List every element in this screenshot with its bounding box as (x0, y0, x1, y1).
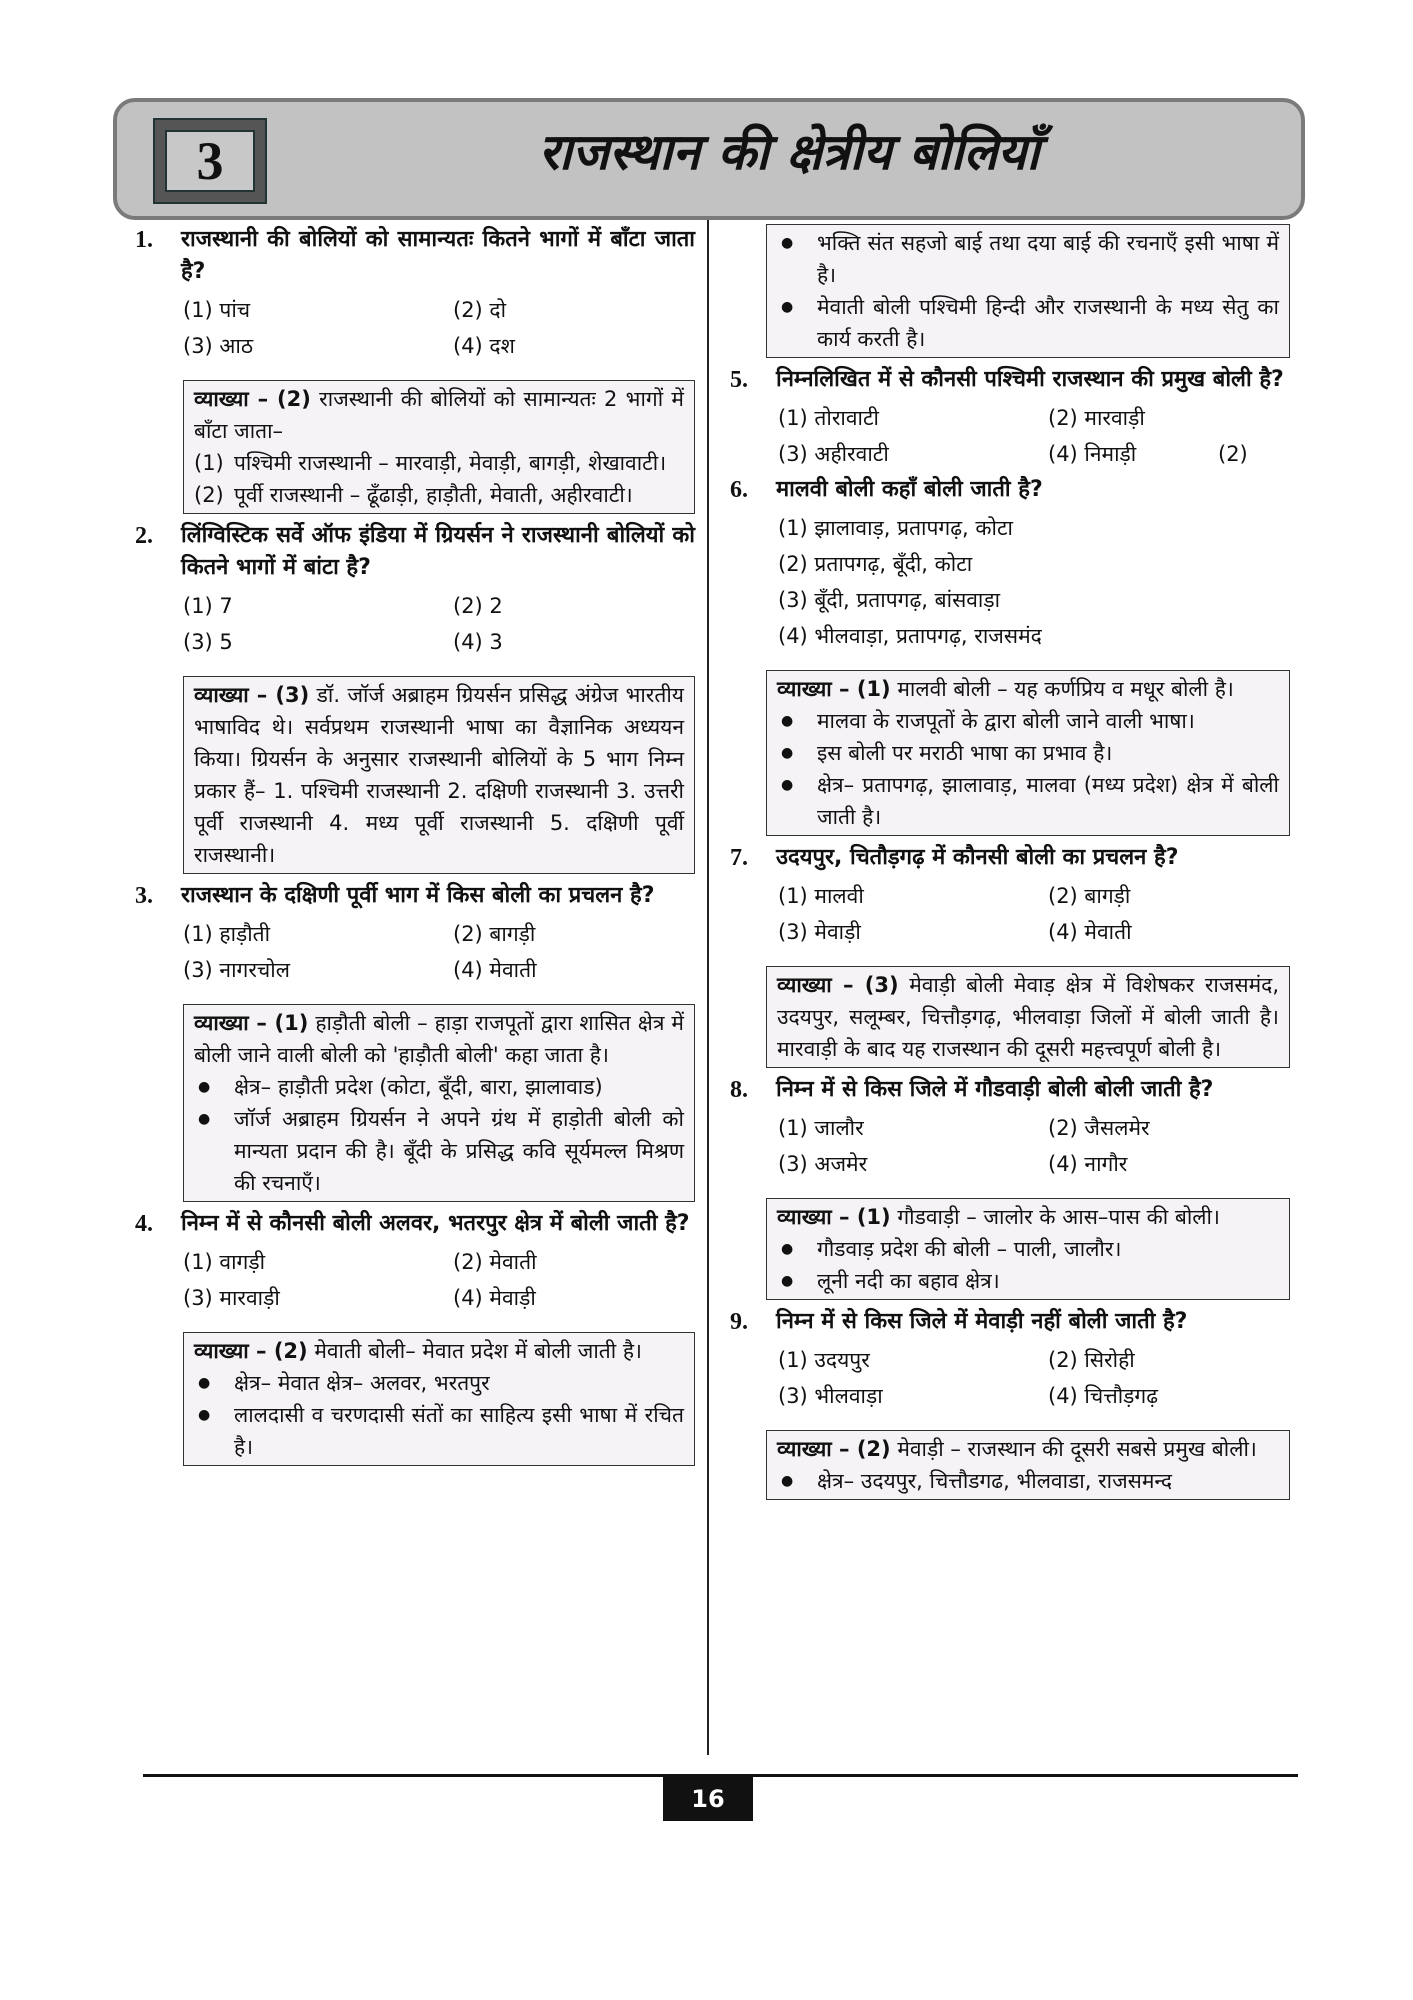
options (730, 1344, 1290, 1412)
point-number: (1) (194, 451, 224, 475)
explanation-label: व्याख्या – (1) (777, 1205, 891, 1229)
explanation-label: व्याख्या – (3) (777, 973, 899, 997)
options (730, 402, 1290, 470)
explanation-box (183, 1332, 695, 1466)
question-9 (730, 1306, 1290, 1338)
explanation-text: मेवाड़ी बोली मेवाड़ क्षेत्र में विशेषकर राजसमंद, उदयपुर, सलूम्बर, चित्तौड़गढ़, भीलवाड़ा जिलों में बोली जाती है। मारवाड़ी के बाद यह राजस्थान की दूसरी महत्त्वपूर्ण बोली है। (777, 973, 1280, 1061)
question-1 (135, 224, 695, 288)
question-number: 4. (135, 1211, 153, 1237)
chapter-title: राजस्थान की क्षेत्रीय बोलियाँ (538, 123, 1040, 181)
option: (4) चित्तौड़गढ़ (1048, 1384, 1159, 1408)
options (730, 880, 1290, 948)
question-number: 3. (135, 883, 153, 909)
column-divider (707, 220, 709, 1755)
chapter-header (113, 98, 1305, 220)
explanation-point (194, 447, 684, 479)
option: (3) मारवाड़ी (183, 1286, 280, 1310)
option: (3) मेवाड़ी (778, 920, 861, 944)
answer: (2) (1218, 442, 1248, 466)
explanation-text: राजस्थानी की बोलियों को सामान्यतः 2 भागों में बाँटा जाता– (194, 387, 684, 443)
option: (1) मालवी (778, 884, 864, 908)
explanation-label: व्याख्या – (1) (777, 677, 891, 701)
question-text: निम्न में से किस जिले में गौडवाड़ी बोली बोली जाती है? (776, 1077, 1214, 1102)
question-text: लिंग्विस्टिक सर्वे ऑफ इंडिया में ग्रियर्सन ने राजस्थानी बोलियों को कितने भागों में बांटा है? (181, 523, 695, 580)
explanation-label: व्याख्या – (3) (194, 683, 310, 707)
explanation-box (766, 1430, 1290, 1500)
explanation-label: व्याख्या – (2) (194, 387, 311, 411)
explanation-label: व्याख्या – (1) (194, 1011, 309, 1035)
option: (1) जालौर (778, 1116, 864, 1140)
question-text: राजस्थान के दक्षिणी पूर्वी भाग में किस बोली का प्रचलन है? (181, 883, 655, 908)
option: (3) नागरचोल (183, 958, 290, 982)
question-6 (730, 474, 1290, 506)
option: (3) आठ (183, 334, 254, 358)
question-number: 1. (135, 227, 153, 253)
explanation-box (183, 380, 695, 514)
question-number: 6. (730, 477, 748, 503)
bullet-point: ● जॉर्ज अब्राहम ग्रियर्सन ने अपने ग्रंथ में हाड़ोती बोली को मान्यता प्रदान की है। बूँदी के प्रसिद्ध कवि सूर्यमल्ल मिश्रण की रचनाएँ। (194, 1103, 684, 1199)
question-text: निम्न में से कौनसी बोली अलवर, भतरपुर क्षेत्र में बोली जाती है? (181, 1211, 690, 1236)
explanation-label: व्याख्या – (2) (194, 1339, 308, 1363)
question-number: 7. (730, 845, 748, 871)
explanation-text: मेवाती बोली– मेवात प्रदेश में बोली जाती है। (314, 1339, 642, 1363)
option: (1) तोरावाटी (778, 406, 879, 430)
option: (1) उदयपुर (778, 1348, 870, 1372)
option: (4) मेवाती (1048, 920, 1132, 944)
question-7 (730, 842, 1290, 874)
explanation-text: गौडवाड़ी – जालोर के आस–पास की बोली। (897, 1205, 1220, 1229)
point-text: पूर्वी राजस्थानी – ढूँढाड़ी, हाड़ौती, मेवाती, अहीरवाटी। (234, 483, 633, 507)
options (135, 294, 695, 362)
option: (4) मेवाती (453, 958, 537, 982)
options (730, 512, 1290, 652)
bullet-point: ● क्षेत्र– हाड़ौती प्रदेश (कोटा, बूँदी, बारा, झालावाड) (194, 1071, 684, 1103)
explanation-text: हाड़ौती बोली – हाड़ा राजपूतों द्वारा शासित क्षेत्र में बोली जाने वाली बोली को 'हाड़ौती बोली' कहा जाता है। (194, 1011, 684, 1067)
option: (3) अहीरवाटी (778, 442, 889, 466)
option: (3) 5 (183, 630, 233, 654)
option: (1) झालावाड़, प्रतापगढ़, कोटा (778, 516, 1013, 540)
option: (3) भीलवाड़ा (778, 1384, 883, 1408)
option: (3) बूँदी, प्रतापगढ़, बांसवाड़ा (778, 588, 1001, 612)
option: (4) भीलवाड़ा, प्रतापगढ़, राजसमंद (778, 624, 1042, 648)
option: (2) मारवाड़ी (1048, 406, 1145, 430)
question-text: उदयपुर, चितौड़गढ़ में कौनसी बोली का प्रचलन है? (776, 845, 1179, 870)
bullet-point: ● क्षेत्र– उदयपुर, चित्तौडगढ, भीलवाडा, राजसमन्द (777, 1465, 1279, 1497)
explanation-label: व्याख्या – (2) (777, 1437, 891, 1461)
question-text: निम्नलिखित में से कौनसी पश्चिमी राजस्थान की प्रमुख बोली है? (776, 367, 1284, 392)
bullet-point: ● लूनी नदी का बहाव क्षेत्र। (777, 1265, 1279, 1297)
bullet-point: ● मेवाती बोली पश्चिमी हिन्दी और राजस्थानी के मध्य सेतु का कार्य करती है। (777, 291, 1279, 355)
question-text: मालवी बोली कहाँ बोली जाती है? (776, 477, 1043, 502)
point-text: पश्चिमी राजस्थानी – मारवाड़ी, मेवाड़ी, बागड़ी, शेखावाटी। (234, 451, 667, 475)
explanation-box (766, 670, 1290, 836)
explanation-box (183, 1004, 695, 1202)
option: (4) दश (453, 334, 515, 358)
question-4 (135, 1208, 695, 1240)
options (135, 1246, 695, 1314)
question-text: निम्न में से किस जिले में मेवाड़ी नहीं बोली जाती है? (776, 1309, 1188, 1334)
explanation-text: मालवी बोली – यह कर्णप्रिय व मधूर बोली है। (897, 677, 1234, 701)
bullet-point: ● मालवा के राजपूतों के द्वारा बोली जाने वाली भाषा। (777, 705, 1279, 737)
point-number: (2) (194, 483, 224, 507)
explanation-box (766, 1198, 1290, 1300)
chapter-number: 3 (165, 130, 255, 192)
bullet-point: ● भक्ति संत सहजो बाई तथा दया बाई की रचनाएँ इसी भाषा में है। (777, 227, 1279, 291)
chapter-number-box (153, 118, 267, 204)
options (135, 918, 695, 986)
option: (2) दो (453, 298, 507, 322)
explanation-point (194, 479, 684, 511)
option: (2) बागड़ी (1048, 884, 1131, 908)
option: (1) हाड़ौती (183, 922, 271, 946)
option: (2) सिरोही (1048, 1348, 1135, 1372)
explanation-text: डॉ. जॉर्ज अब्राहम ग्रियर्सन प्रसिद्ध अंग्रेज भारतीय भाषाविद थे। सर्वप्रथम राजस्थानी भाषा का वैज्ञानिक अध्ययन किया। ग्रियर्सन के अनुसार राजस्थानी बोलियों के 5 भाग निम्न प्रकार हैं– 1. पश्चिमी राजस्थानी 2. दक्षिणी राजस्थानी 3. उत्तरी पूर्वी राजस्थानी 4. मध्य पूर्वी राजस्थानी 5. दक्षिणी पूर्वी राजस्थानी। (194, 683, 684, 867)
options (135, 590, 695, 658)
question-number: 8. (730, 1077, 748, 1103)
option: (4) 3 (453, 630, 503, 654)
question-3 (135, 880, 695, 912)
bullet-point: ● गौडवाड़ प्रदेश की बोली – पाली, जालौर। (777, 1233, 1279, 1265)
right-column (730, 220, 1290, 1506)
option: (1) 7 (183, 594, 233, 618)
option: (4) निमाड़ी (1048, 442, 1137, 466)
option: (2) बागड़ी (453, 922, 536, 946)
question-text: राजस्थानी की बोलियों को सामान्यतः कितने भागों में बाँटा जाता है? (181, 227, 695, 284)
bullet-point: ● क्षेत्र– प्रतापगढ़, झालावाड़, मालवा (मध्य प्रदेश) क्षेत्र में बोली जाती है। (777, 769, 1279, 833)
options (730, 1112, 1290, 1180)
page-number: 16 (663, 1777, 753, 1821)
question-number: 2. (135, 523, 153, 549)
option: (4) नागौर (1048, 1152, 1128, 1176)
option: (2) प्रतापगढ़, बूँदी, कोटा (778, 552, 973, 576)
option: (3) अजमेर (778, 1152, 868, 1176)
bullet-point: ● लालदासी व चरणदासी संतों का साहित्य इसी भाषा में रचित है। (194, 1399, 684, 1463)
question-8 (730, 1074, 1290, 1106)
question-5 (730, 364, 1290, 396)
bullet-point: ● इस बोली पर मराठी भाषा का प्रभाव है। (777, 737, 1279, 769)
option: (2) जैसलमेर (1048, 1116, 1150, 1140)
question-number: 5. (730, 367, 748, 393)
bullet-point: ● क्षेत्र– मेवात क्षेत्र– अलवर, भरतपुर (194, 1367, 684, 1399)
option: (1) पांच (183, 298, 251, 322)
question-2 (135, 520, 695, 584)
option: (2) 2 (453, 594, 503, 618)
explanation-box (766, 966, 1290, 1068)
question-number: 9. (730, 1309, 748, 1335)
explanation-text: मेवाड़ी – राजस्थान की दूसरी सबसे प्रमुख बोली। (897, 1437, 1257, 1461)
explanation-box-continued (766, 224, 1290, 358)
option: (4) मेवाड़ी (453, 1286, 536, 1310)
option: (2) मेवाती (453, 1250, 537, 1274)
option: (1) वागड़ी (183, 1250, 266, 1274)
left-column (135, 220, 695, 1472)
explanation-box (183, 676, 695, 874)
